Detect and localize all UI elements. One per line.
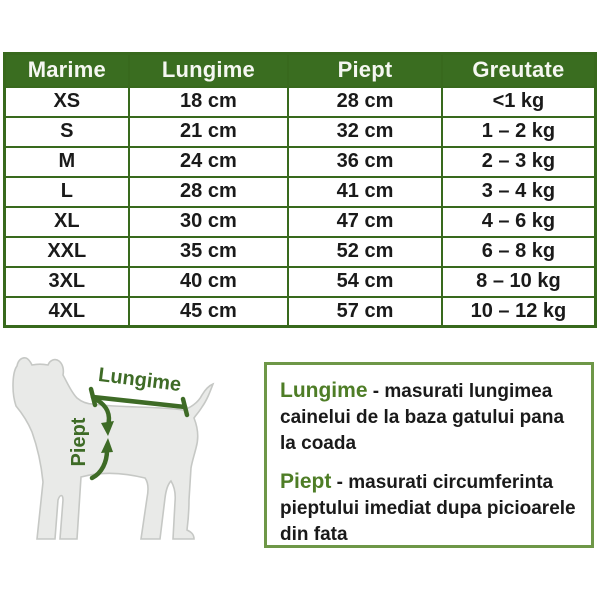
table-cell: 35 cm [129, 237, 289, 267]
table-row [5, 207, 596, 237]
table-cell: 1 – 2 kg [442, 117, 596, 147]
table-cell: 3XL [5, 267, 129, 297]
table-cell: M [5, 147, 129, 177]
table-cell: 21 cm [129, 117, 289, 147]
info-term-lungime: Lungime [280, 379, 368, 402]
info-item-lungime [280, 377, 579, 456]
dog-measurement-diagram [5, 350, 255, 568]
header-greutate: Greutate [442, 54, 596, 87]
table-cell: 30 cm [129, 207, 289, 237]
size-table-body [5, 87, 596, 327]
table-cell: 54 cm [288, 267, 442, 297]
table-cell: 10 – 12 kg [442, 297, 596, 327]
table-row [5, 297, 596, 327]
size-chart [3, 52, 597, 328]
table-cell: L [5, 177, 129, 207]
table-cell: 28 cm [288, 87, 442, 117]
table-row [5, 87, 596, 117]
table-cell: 40 cm [129, 267, 289, 297]
length-label: Lungime [97, 364, 183, 397]
table-cell: 6 – 8 kg [442, 237, 596, 267]
table-cell: 36 cm [288, 147, 442, 177]
table-cell: 57 cm [288, 297, 442, 327]
table-cell: 32 cm [288, 117, 442, 147]
header-marime: Marime [5, 54, 129, 87]
table-cell: 41 cm [288, 177, 442, 207]
table-cell: XS [5, 87, 129, 117]
table-row [5, 147, 596, 177]
info-term-piept: Piept [280, 470, 332, 494]
measurement-info-box [264, 362, 594, 548]
info-desc-lungime: - masurati lungimea cainelui de la baza gatului pana la coada [280, 381, 565, 454]
table-cell: 8 – 10 kg [442, 267, 596, 297]
header-row [5, 54, 596, 87]
table-cell: XXL [5, 237, 129, 267]
table-row [5, 177, 596, 207]
chest-label: Piept [68, 417, 90, 467]
table-cell: 45 cm [129, 297, 289, 327]
table-row [5, 117, 596, 147]
size-table [3, 52, 597, 328]
table-cell: <1 kg [442, 87, 596, 117]
table-cell: 47 cm [288, 207, 442, 237]
table-cell: 52 cm [288, 237, 442, 267]
table-cell: 3 – 4 kg [442, 177, 596, 207]
info-desc-piept: - masurati circumferinta pieptului imediat dupa picioarele din fata [280, 472, 576, 545]
table-cell: 24 cm [129, 147, 289, 177]
header-lungime: Lungime [129, 54, 289, 87]
info-item-piept [280, 468, 579, 547]
table-cell: XL [5, 207, 129, 237]
table-row [5, 267, 596, 297]
table-cell: 4XL [5, 297, 129, 327]
table-row [5, 237, 596, 267]
table-cell: 28 cm [129, 177, 289, 207]
header-piept: Piept [288, 54, 442, 87]
table-cell: 4 – 6 kg [442, 207, 596, 237]
size-table-header [5, 54, 596, 87]
table-cell: 2 – 3 kg [442, 147, 596, 177]
table-cell: 18 cm [129, 87, 289, 117]
table-cell: S [5, 117, 129, 147]
